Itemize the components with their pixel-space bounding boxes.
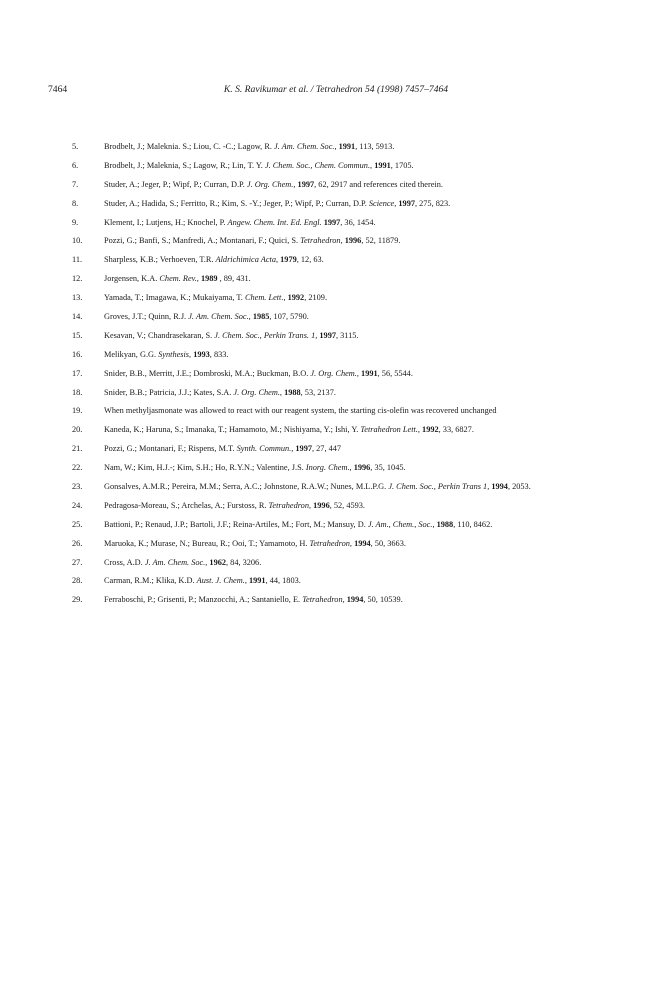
citation-text: , 44, 1803.: [265, 576, 301, 586]
reference-item: [72, 461, 612, 474]
journal-title: Tetrahedron: [268, 500, 309, 510]
reference-number: 8.: [72, 198, 79, 208]
publication-year: 1994: [346, 595, 364, 605]
journal-title: J. Am. Chem. Soc.: [274, 142, 335, 151]
reference-number: 18.: [72, 387, 83, 397]
publication-year: 1996: [344, 236, 362, 246]
publication-year: 1988: [284, 387, 301, 397]
citation-text: ,: [283, 293, 288, 303]
publication-year: 1962: [209, 557, 227, 567]
citation-text: ,: [293, 179, 298, 189]
reference-item: [72, 499, 612, 512]
journal-title: J. Chem. Soc., Perkin Trans 1: [388, 482, 488, 492]
publication-year: 1994: [354, 538, 371, 548]
reference-text: [104, 480, 612, 493]
citation-text: ,: [189, 349, 194, 359]
reference-text: [104, 367, 612, 380]
reference-number: 26.: [72, 538, 83, 548]
reference-number: 25.: [72, 519, 83, 529]
citation-text: Sharpless, K.B.; Verhoeven, T.R.: [104, 255, 216, 265]
citation-text: ,: [276, 255, 281, 265]
reference-number: 24.: [72, 500, 83, 510]
page-header: [48, 84, 624, 98]
reference-number: 9.: [72, 217, 79, 227]
journal-title: Tetrahedron Lett.: [360, 425, 418, 435]
reference-text: [104, 348, 612, 361]
publication-year: 1979: [280, 255, 297, 265]
reference-number: 20.: [72, 425, 83, 435]
citation-text: , 50, 3663.: [370, 538, 406, 548]
publication-year: 1997: [295, 444, 312, 454]
reference-item: [72, 159, 612, 172]
citation-text: , 2109.: [304, 293, 328, 303]
citation-text: , 36, 1454.: [340, 217, 376, 227]
journal-title: J. Org. Chem.: [310, 368, 357, 378]
reference-item: [72, 386, 612, 399]
citation-text: , 3115.: [335, 330, 359, 340]
reference-number: 7.: [72, 179, 79, 189]
reference-item: [72, 537, 612, 550]
citation-text: Gonsalves, A.M.R.; Pereira, M.M.; Serra, A.C.; Johnstone, R.A.W.; Nunes, M.L.P.G.: [104, 482, 389, 492]
reference-text: [104, 253, 612, 266]
journal-title: J. Chem. Soc., Chem. Commun.: [264, 160, 371, 170]
journal-title: Synth. Commun.: [236, 444, 292, 454]
reference-text: [104, 404, 612, 417]
citation-text: Ferraboschi, P.; Grisenti, P.; Manzocchi, A.; Santaniello, E.: [104, 595, 303, 605]
reference-text: [104, 216, 612, 229]
citation-text: ,: [334, 142, 339, 151]
reference-item: [72, 404, 612, 417]
journal-title: J. Org. Chem.: [233, 387, 280, 397]
reference-item: [72, 216, 612, 229]
citation-text: ,: [432, 519, 437, 529]
citation-text: Studer, A.; Jeger, P.; Wipf, P.; Curran, D.P.: [104, 179, 247, 189]
reference-item: [72, 272, 612, 285]
reference-text: [104, 423, 612, 436]
reference-item: [72, 423, 612, 436]
reference-text: [104, 197, 612, 210]
citation-text: Pozzi, G.; Banfi, S.; Manfredi, A.; Montanari, F.; Quici, S.: [104, 236, 301, 246]
journal-title: Inorg. Chem.: [305, 463, 350, 473]
reference-item: [72, 234, 612, 247]
citation-text: ,: [308, 500, 314, 510]
citation-text: Kaneda, K.; Haruna, S.; Imanaka, T.; Hamamoto, M.; Nishiyama, Y.; Ishi, Y.: [104, 425, 361, 435]
publication-year: 1991: [248, 576, 266, 586]
publication-year: 1997: [398, 198, 415, 208]
citation-text: Cross, A.D.: [104, 557, 145, 567]
publication-year: 1997: [323, 217, 341, 227]
reference-text: [104, 140, 612, 153]
citation-text: ,: [291, 444, 296, 454]
reference-number: 16.: [72, 349, 83, 359]
citation-text: ,: [394, 198, 399, 208]
journal-title: Angew. Chem. Int. Ed. Engl.: [227, 217, 322, 227]
reference-number: 15.: [72, 330, 83, 340]
citation-text: ,: [196, 274, 201, 284]
publication-year: 1996: [313, 500, 330, 510]
journal-title: J. Org. Chem.: [246, 179, 294, 189]
citation-text: ,: [279, 387, 285, 397]
citation-text: Pedragosa-Moreau, S.; Archelas, A.; Furstoss, R.: [104, 500, 269, 510]
citation-text: ,: [340, 236, 345, 246]
citation-text: Kesavan, V.; Chandrasekaran, S.: [104, 330, 215, 340]
publication-year: 1997: [297, 179, 315, 189]
citation-text: ,: [342, 595, 347, 605]
reference-text: [104, 310, 612, 323]
journal-title: Science: [368, 198, 395, 208]
citation-text: ,: [417, 425, 423, 435]
journal-title: J. Am. Chem. Soc.: [144, 557, 206, 567]
citation-text: ,: [349, 463, 354, 473]
publication-year: 1997: [319, 330, 336, 340]
journal-title: J. Am., Chem., Soc.: [367, 519, 433, 529]
reference-item: [72, 348, 612, 361]
citation-text: ,: [205, 557, 210, 567]
citation-text: Snider, B.B.; Patricia, J.J.; Kates, S.A.: [104, 387, 234, 397]
citation-text: When methyljasmonate was allowed to react with our reagent system, the starting cis-olefin was recovered unchanged: [104, 406, 497, 416]
reference-number: 10.: [72, 236, 83, 246]
publication-year: 1992: [422, 425, 439, 435]
citation-text: Nam, W.; Kim, H.J.-; Kim, S.H.; Ho, R.Y.N.; Valentine, J.S.: [104, 463, 306, 473]
citation-text: , 2053.: [507, 482, 531, 492]
reference-item: [72, 178, 612, 191]
reference-item: [72, 197, 612, 210]
citation-text: Carman, R.M.; Klika, K.D.: [104, 576, 197, 586]
reference-item: [72, 574, 612, 587]
citation-text: Studer, A.; Hadida, S.; Ferritto, R.; Kim, S. -Y.; Jeger, P.; Wipf, P.; Curran, D.P.: [104, 198, 369, 208]
citation-text: , 110, 8462.: [453, 519, 493, 529]
reference-number: 6.: [72, 160, 79, 170]
citation-text: , 833.: [209, 349, 229, 359]
publication-year: 1993: [193, 349, 210, 359]
citation-text: Brodbelt, J.; Maleknia. S.; Liou, C. -C.; Lagow, R.: [104, 142, 274, 151]
citation-text: ,: [349, 538, 355, 548]
reference-number: 27.: [72, 557, 83, 567]
reference-item: [72, 291, 612, 304]
reference-number: 23.: [72, 482, 83, 492]
publication-year: 1985: [252, 312, 270, 322]
reference-number: 13.: [72, 293, 83, 303]
reference-text: [104, 329, 612, 342]
reference-text: [104, 574, 612, 587]
running-head: K. S. Ravikumar et al. / Tetrahedron 54 (1998) 7457–7464: [223, 84, 449, 95]
reference-text: [104, 159, 612, 172]
reference-number: 12.: [72, 274, 83, 284]
citation-text: , 27, 447: [312, 444, 342, 454]
reference-item: [72, 593, 612, 606]
journal-title: Synthesis: [158, 349, 190, 359]
reference-number: 29.: [72, 595, 83, 605]
reference-text: [104, 272, 612, 285]
citation-text: , 89, 431.: [217, 274, 251, 284]
citation-text: Brodbelt, J.; Maleknia, S.; Lagow, R.; Lin, T. Y.: [104, 160, 265, 170]
publication-year: 1996: [353, 463, 371, 473]
reference-item: [72, 518, 612, 531]
reference-text: [104, 499, 612, 512]
reference-number: 17.: [72, 368, 83, 378]
journal-title: Aldrichimica Acta: [215, 255, 276, 265]
citation-text: Battioni, P.; Renaud, J.P.; Bartoli, J.F.; Reina-Artiles, M.; Fort, M.; Mansuy, D.: [104, 519, 368, 529]
reference-text: [104, 537, 612, 550]
journal-title: J. Chem. Soc., Perkin Trans. 1: [214, 330, 316, 340]
citation-text: Yamada, T.; Imagawa, K.; Mukaiyama, T.: [104, 293, 245, 303]
journal-title: Chem. Rev.: [159, 274, 197, 284]
citation-text: Klement, I.; Lutjens, H.; Knochel, P.: [104, 217, 228, 227]
citation-text: Melikyan, G.G.: [104, 349, 159, 359]
reference-number: 28.: [72, 576, 83, 586]
reference-text: [104, 234, 612, 247]
reference-item: [72, 556, 612, 569]
reference-item: [72, 367, 612, 380]
publication-year: 1989: [200, 274, 218, 284]
citation-text: ,: [356, 368, 362, 378]
citation-text: ,: [315, 330, 320, 340]
journal-title: Chem. Lett.: [244, 293, 284, 303]
publication-year: 1991: [361, 368, 378, 378]
citation-text: Maruoka, K.; Murase, N.; Bureau, R.; Ooi, T.; Yamamoto, H.: [104, 538, 310, 548]
reference-text: [104, 556, 612, 569]
journal-title: Tetrahedron: [309, 538, 350, 548]
citation-text: ,: [248, 312, 253, 322]
citation-text: ,: [244, 576, 249, 586]
journal-title: J. Am. Chem. Soc.: [188, 312, 249, 322]
reference-item: [72, 480, 612, 493]
citation-text: ,: [487, 482, 492, 492]
reference-item: [72, 310, 612, 323]
citation-text: Jorgensen, K.A.: [104, 274, 160, 284]
publication-year: 1991: [374, 160, 391, 170]
page-number: 7464: [48, 84, 68, 95]
citation-text: ,: [370, 160, 375, 170]
reference-item: [72, 140, 612, 153]
reference-text: [104, 518, 612, 531]
reference-text: [104, 442, 612, 455]
publication-year: 1988: [436, 519, 454, 529]
citation-text: , 113, 5913.: [355, 142, 395, 151]
publication-year: 1991: [338, 142, 356, 151]
reference-number: 21.: [72, 444, 83, 454]
reference-text: [104, 593, 612, 606]
reference-text: [104, 291, 612, 304]
citation-text: , 50, 10539.: [363, 595, 403, 605]
reference-item: [72, 442, 612, 455]
citation-text: , 35, 1045.: [370, 463, 406, 473]
publication-year: 1992: [287, 293, 305, 303]
reference-number: 22.: [72, 463, 83, 473]
citation-text: , 62, 2917 and references cited therein.: [314, 179, 443, 189]
citation-text: , 53, 2137.: [300, 387, 336, 397]
journal-title: Aust. J. Chem.: [196, 576, 245, 586]
citation-text: , 107, 5790.: [269, 312, 309, 322]
journal-title: Tetrahedron: [300, 236, 341, 246]
reference-item: [72, 253, 612, 266]
citation-text: Groves, J.T.; Quinn, R.J.: [104, 312, 189, 322]
citation-text: , 1705.: [390, 160, 414, 170]
reference-list: [72, 140, 612, 612]
reference-text: [104, 461, 612, 474]
citation-text: , 52, 4593.: [329, 500, 365, 510]
reference-text: [104, 178, 612, 191]
reference-number: 5.: [72, 142, 79, 151]
citation-text: Snider, B.B., Merritt, J.E.; Dombroski, M.A.; Buckman, B.O.: [104, 368, 311, 378]
citation-text: , 275, 823.: [414, 198, 451, 208]
reference-item: [72, 329, 612, 342]
journal-title: Tetrahedron: [302, 595, 343, 605]
reference-number: 14.: [72, 312, 83, 322]
citation-text: , 84, 3206.: [226, 557, 262, 567]
citation-text: , 12, 63.: [296, 255, 324, 265]
reference-number: 19.: [72, 406, 83, 416]
citation-text: , 52, 11879.: [361, 236, 401, 246]
citation-text: Pozzi, G.; Montanari, F.; Rispens, M.T.: [104, 444, 237, 454]
citation-text: , 56, 5544.: [377, 368, 413, 378]
reference-number: 11.: [72, 255, 83, 265]
publication-year: 1994: [491, 482, 508, 492]
reference-text: [104, 386, 612, 399]
citation-text: , 33, 6827.: [438, 425, 474, 435]
